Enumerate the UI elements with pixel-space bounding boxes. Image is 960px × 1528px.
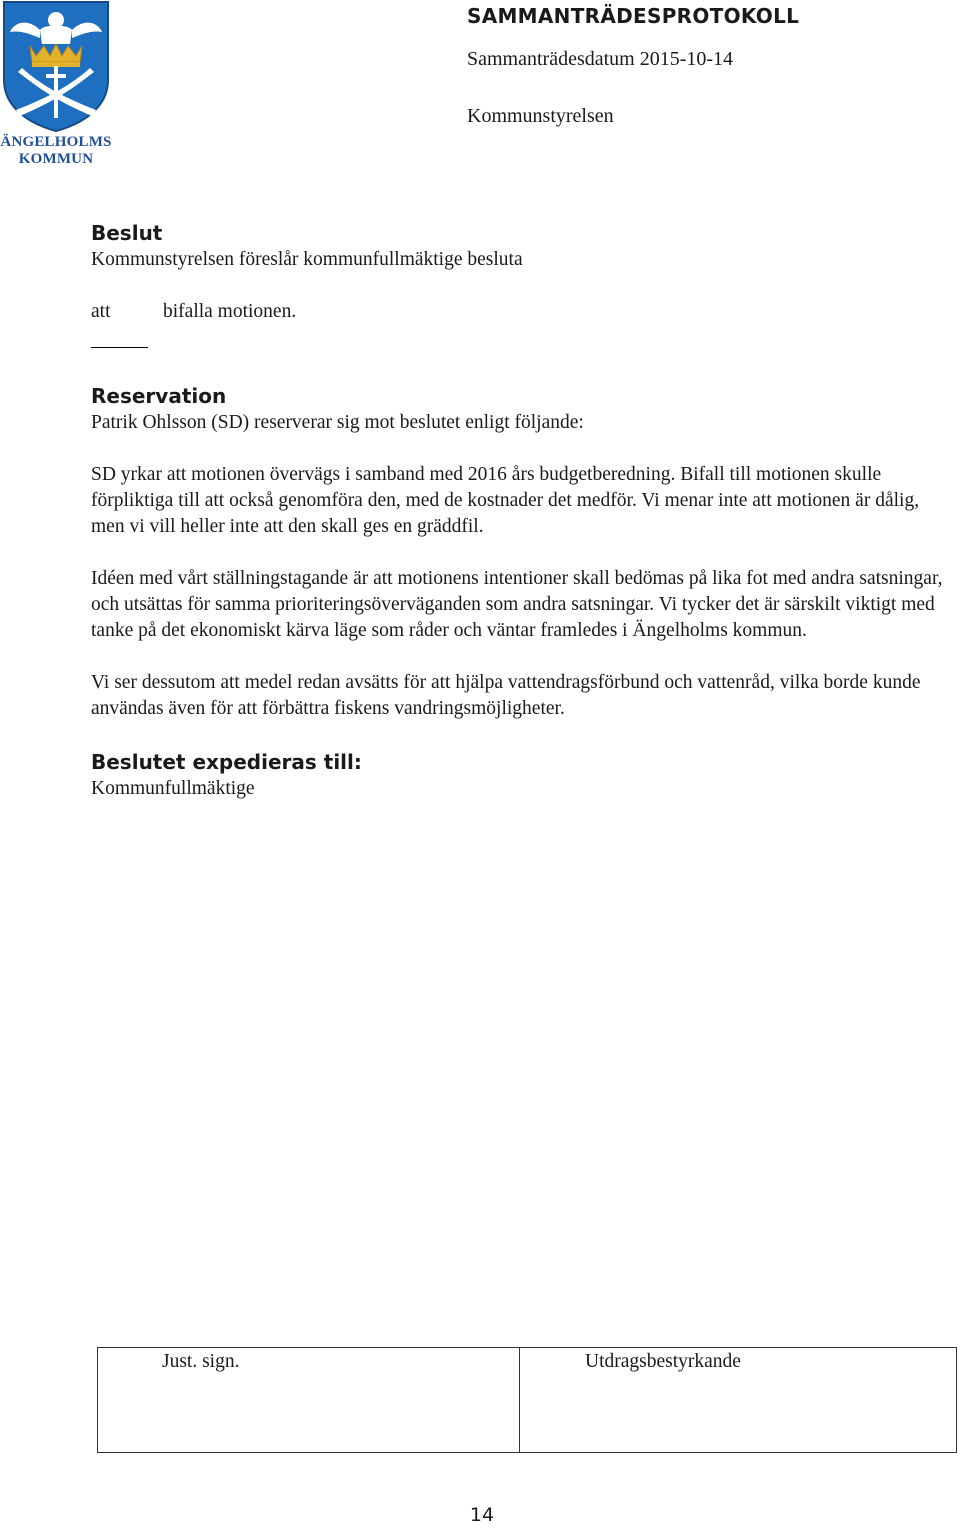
expediering-recipient: Kommunfullmäktige (91, 778, 255, 799)
att-label: att (91, 301, 111, 322)
signature-table (97, 1347, 957, 1453)
just-sign-cell (98, 1348, 520, 1452)
expediering-heading: Beslutet expedieras till: (91, 750, 362, 774)
att-text: bifalla motionen. (163, 301, 297, 322)
logo-text-line2: KOMMUN (18, 151, 94, 167)
just-sign-label: Just. sign. (162, 1351, 240, 1372)
coat-of-arms-icon (0, 0, 112, 132)
municipality-logo (0, 0, 112, 170)
reservation-intro: Patrik Ohlsson (SD) reserverar sig mot beslutet enligt följande: (91, 412, 584, 433)
page-number: 14 (469, 1504, 495, 1526)
reservation-heading: Reservation (91, 384, 227, 408)
utdrag-label: Utdragsbestyrkande (585, 1351, 741, 1372)
utdrag-cell (520, 1348, 956, 1452)
logo-text-line1: ÄNGELHOLMS (0, 134, 112, 150)
decision-clause (91, 299, 949, 325)
beslut-heading: Beslut (91, 221, 163, 245)
protocol-body (91, 219, 949, 802)
reservation-paragraph: Vi ser dessutom att medel redan avsätts för att hjälpa vattendragsförbund och vattenråd, vilka borde kunde användas även för att förbättra fiskens vandringsmöjligheter. (91, 672, 921, 719)
organ-name: Kommunstyrelsen (467, 105, 614, 127)
beslut-intro: Kommunstyrelsen föreslår kommunfullmäktige besluta (91, 249, 523, 270)
reservation-paragraph: SD yrkar att motionen övervägs i samband med 2016 års budgetberedning. Bifall till motionen skulle förpliktiga till att också genomföra den, med de kostnader det medför. Vi menar inte att motionen är dålig, men vi vill heller inte att den skall ges en gräddfil. (91, 464, 920, 537)
document-title: SAMMANTRÄDESPROTOKOLL (467, 4, 800, 28)
reservation-paragraph: Idéen med vårt ställningstagande är att motionens intentioner skall bedömas på lika fot med andra satsningar, och utsättas för samma prioriteringsöverväganden som andra satsningar. Vi tycker det är särskilt viktigt med tanke på det ekonomiskt kärva läge som råder och väntar framledes i Ängelholms kommun. (91, 568, 943, 641)
meeting-date: Sammanträdesdatum 2015-10-14 (467, 48, 734, 70)
